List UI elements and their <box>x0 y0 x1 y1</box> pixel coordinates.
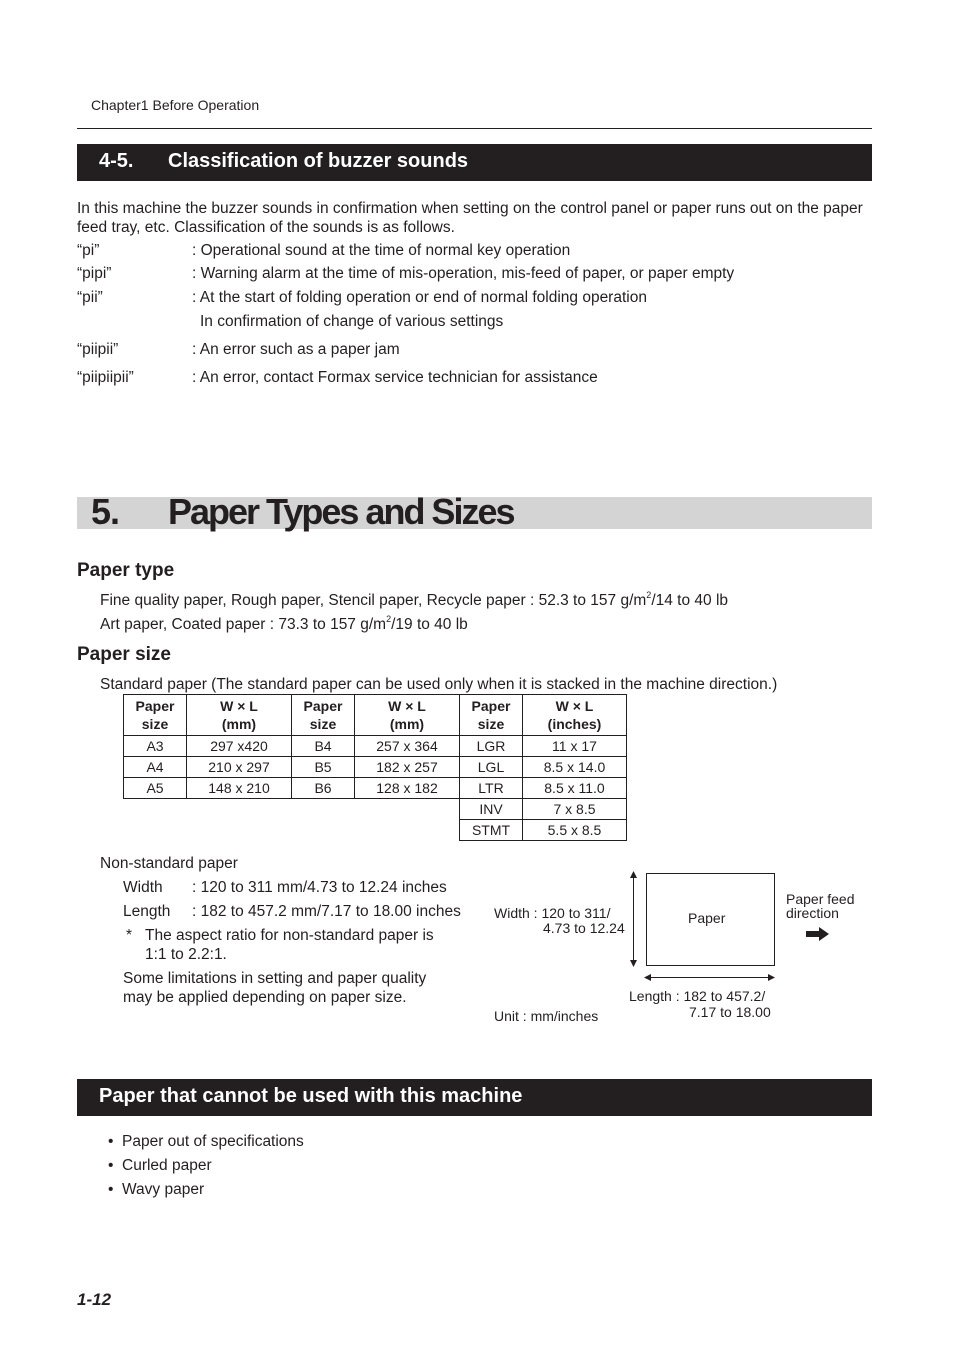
text: Fine quality paper, Rough paper, Stencil paper, Recycle paper : 52.3 to 157 g/m <box>100 592 647 609</box>
header-line: Paper <box>471 698 511 714</box>
sound-name: “pii” <box>77 289 103 306</box>
diagram-width-label: 4.73 to 12.24 <box>543 920 625 936</box>
table-cell-empty <box>355 820 460 841</box>
list-item <box>108 1181 204 1199</box>
table-cell: 11 x 17 <box>523 736 627 757</box>
table-cell: 7 x 8.5 <box>523 799 627 820</box>
chapter-number: 5. <box>91 491 120 532</box>
list-item-text: Paper out of specifications <box>122 1133 304 1150</box>
header-line: W × L <box>220 698 258 714</box>
diagram-length-label: Length : 182 to 457.2/ <box>629 988 766 1004</box>
sound-desc: : Warning alarm at the time of mis-operation, mis-feed of paper, or paper empty <box>192 265 735 282</box>
header-line: size <box>477 716 505 732</box>
list-item <box>108 1133 304 1151</box>
section-title: Classification of buzzer sounds <box>168 150 469 172</box>
table-row <box>124 778 627 799</box>
nonstandard-heading: Non-standard paper <box>100 855 238 872</box>
header-rule <box>77 128 872 129</box>
chapter-title: Paper Types and Sizes <box>168 491 514 532</box>
text: /19 to 40 lb <box>391 616 468 633</box>
standard-paper-intro: Standard paper (The standard paper can be used only when it is stacked in the machine direction.) <box>100 676 778 693</box>
list-item <box>108 1157 212 1175</box>
diagram-width-label: Width : 120 to 311/ <box>494 905 611 921</box>
table-row <box>124 736 627 757</box>
column-header <box>460 695 523 736</box>
cannot-use-heading <box>77 1079 872 1116</box>
header-line: (mm) <box>221 716 257 732</box>
table-cell: 297 x420 <box>187 736 292 757</box>
diagram-length-label: 7.17 to 18.00 <box>689 1004 771 1020</box>
table-cell-empty <box>355 799 460 820</box>
paper-size-heading: Paper size <box>77 644 171 665</box>
column-header <box>292 695 355 736</box>
width-value: : 120 to 311 mm/4.73 to 12.24 inches <box>192 879 447 896</box>
table-cell: INV <box>460 799 523 820</box>
header-line: W × L <box>555 698 594 714</box>
table-cell: B5 <box>292 757 355 778</box>
sound-desc: : An error such as a paper jam <box>192 341 400 358</box>
bullet-mark: • <box>108 1157 114 1174</box>
table-cell: 148 x 210 <box>187 778 292 799</box>
standard-paper-table <box>123 694 627 841</box>
header-line: size <box>141 716 169 732</box>
table-cell: A5 <box>124 778 187 799</box>
length-value: : 182 to 457.2 mm/7.17 to 18.00 inches <box>192 903 461 920</box>
table-cell: A4 <box>124 757 187 778</box>
list-item-text: Curled paper <box>122 1157 212 1174</box>
sound-name: “pipi” <box>77 265 112 282</box>
note-mark: * <box>126 927 133 944</box>
section-number: 4-5. <box>99 150 134 172</box>
length-arrows-icon <box>644 972 776 983</box>
sound-name: “pi” <box>77 242 100 259</box>
table-cell: STMT <box>460 820 523 841</box>
header-line: (inches) <box>547 716 602 732</box>
table-cell-empty <box>124 820 187 841</box>
table-cell: A3 <box>124 736 187 757</box>
header-line: W × L <box>388 698 426 714</box>
list-item-text: Wavy paper <box>122 1181 205 1198</box>
sound-name: “piipiipii” <box>77 369 134 386</box>
paper-type-line-1 <box>100 592 728 610</box>
width-label: Width <box>123 879 163 896</box>
table-row <box>124 820 627 841</box>
feed-direction-label: Paper feed <box>786 891 855 907</box>
sound-name: “piipii” <box>77 341 119 358</box>
table-cell: 257 x 364 <box>355 736 460 757</box>
note-line: The aspect ratio for non-standard paper is <box>145 927 434 944</box>
table-cell: 210 x 297 <box>187 757 292 778</box>
page-number: 1-12 <box>77 1290 112 1309</box>
table-cell: LGL <box>460 757 523 778</box>
table-cell: 8.5 x 11.0 <box>523 778 627 799</box>
table-row <box>124 757 627 778</box>
paper-type-line-2 <box>100 616 468 634</box>
sound-desc: : An error, contact Formax service technician for assistance <box>192 369 598 386</box>
section-title: Paper that cannot be used with this machine <box>99 1085 523 1107</box>
length-label: Length <box>123 903 171 920</box>
header-line: Paper <box>135 698 175 714</box>
table-cell: LGR <box>460 736 523 757</box>
table-cell: 5.5 x 8.5 <box>523 820 627 841</box>
table-cell: 128 x 182 <box>355 778 460 799</box>
table-row <box>124 799 627 820</box>
table-cell: B4 <box>292 736 355 757</box>
chapter-header: Chapter1 Before Operation <box>91 97 260 113</box>
chapter-5-heading <box>77 491 872 532</box>
paper-label: Paper <box>688 910 726 926</box>
paper-diagram-box <box>646 873 775 966</box>
paper-type-heading: Paper type <box>77 560 175 581</box>
feed-direction-arrow-icon <box>806 927 830 941</box>
superscript: 2 <box>386 614 392 624</box>
table-cell-empty <box>292 799 355 820</box>
table-cell-empty <box>187 799 292 820</box>
bullet-mark: • <box>108 1181 114 1198</box>
buzzer-intro: In this machine the buzzer sounds in confirmation when setting on the control panel or paper runs out on the paper feed tray, etc. Classification of the sounds is as follows. <box>77 200 863 236</box>
header-line: (mm) <box>389 716 425 732</box>
column-header <box>355 695 460 736</box>
column-header <box>523 695 627 736</box>
sound-desc: : Operational sound at the time of normal key operation <box>192 242 571 259</box>
superscript: 2 <box>646 590 652 600</box>
table-cell-empty <box>187 820 292 841</box>
table-cell-empty <box>124 799 187 820</box>
column-header <box>124 695 187 736</box>
table-cell: B6 <box>292 778 355 799</box>
sound-desc-continued: In confirmation of change of various settings <box>200 313 504 330</box>
feed-direction-label: direction <box>786 905 839 921</box>
sound-desc: : At the start of folding operation or end of normal folding operation <box>192 289 647 306</box>
text: Art paper, Coated paper : 73.3 to 157 g/m <box>100 616 387 633</box>
text: /14 to 40 lb <box>651 592 729 609</box>
bullet-mark: • <box>108 1133 114 1150</box>
header-line: size <box>309 716 337 732</box>
section-4-5-heading <box>77 144 872 181</box>
note-line: 1:1 to 2.2:1. <box>145 946 227 963</box>
unit-label: Unit : mm/inches <box>494 1008 599 1024</box>
table-header-row <box>124 695 627 736</box>
width-arrows-icon <box>628 871 639 968</box>
limitation-line: may be applied depending on paper size. <box>123 989 407 1006</box>
table-cell: LTR <box>460 778 523 799</box>
header-line: Paper <box>303 698 343 714</box>
limitation-line: Some limitations in setting and paper quality <box>123 970 427 987</box>
column-header <box>187 695 292 736</box>
table-cell: 8.5 x 14.0 <box>523 757 627 778</box>
table-cell: 182 x 257 <box>355 757 460 778</box>
table-cell-empty <box>292 820 355 841</box>
